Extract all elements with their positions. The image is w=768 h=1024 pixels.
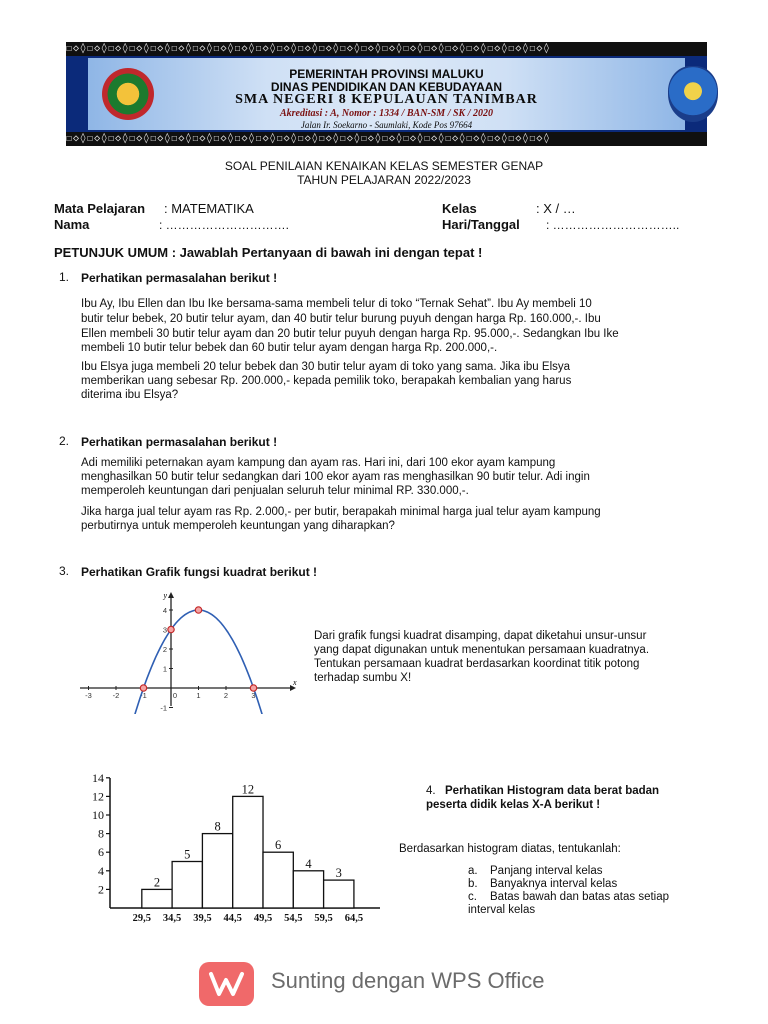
- x-boundary-label: 29,5: [132, 913, 152, 924]
- q1-text-line: Ellen membeli 30 butir telur ayam dan 20 butir telur puyuh dengan harga Rp. 95.000,-. Sedangkan Ibu Ike: [81, 328, 619, 340]
- y-tick-label: 8: [98, 826, 104, 841]
- q3-number: 3.: [59, 564, 70, 578]
- q1-text-line: Ibu Elsya juga membeli 20 telur bebek dan 30 butir telur ayam di toko yang sama. Jika ibu Elsya: [81, 361, 571, 373]
- q1-title: Perhatikan permasalahan berikut !: [81, 271, 278, 285]
- q2-text-line: Adi memiliki peternakan ayam kampung dan ayam ras. Hari ini, dari 100 ekor ayam kampung: [81, 457, 556, 469]
- q4-number: 4.: [426, 785, 436, 797]
- histogram-bar: [233, 796, 263, 908]
- class-label: Kelas: [442, 201, 477, 216]
- y-axis-arrow-icon: [168, 592, 174, 598]
- ornament-band-top: ☐◇◊☐◇◊☐◇◊☐◇◊☐◇◊☐◇◊☐◇◊☐◇◊☐◇◊☐◇◊☐◇◊☐◇◊☐◇◊☐◇◊☐◇◊☐◇◊☐◇◊☐◇◊☐◇◊☐◇◊☐◇◊☐◇◊☐◇◊: [66, 42, 707, 56]
- bar-value-label: 12: [241, 782, 255, 797]
- x-tick-label: 3: [251, 691, 256, 700]
- x-boundary-label: 44,5: [223, 913, 242, 924]
- quadratic-function-graph: [76, 584, 302, 714]
- name-label: Nama: [54, 217, 90, 232]
- marked-point: [250, 685, 256, 691]
- header-accreditation: Akreditasi : A, Nomor : 1334 / BAN-SM / SK / 2020: [280, 108, 493, 119]
- general-instructions: PETUNJUK UMUM : Jawablah Pertanyaan di bawah ini dengan tepat !: [54, 245, 483, 260]
- q1-text-line: memberikan uang sebesar Rp. 200.000,- kepada pemilik toko, berapakah kembalian yang harus: [81, 375, 572, 387]
- q1-text-line: membeli 10 butir telur bebek dan 60 butir telur ayam dengan harga Rp. 200.000,-.: [81, 342, 498, 354]
- q4-title-line-2: peserta didik kelas X-A berikut !: [426, 799, 601, 811]
- q4-option-b-label: b.: [468, 878, 478, 890]
- y-tick-label: 6: [98, 845, 104, 860]
- q4-option-c-label: c.: [468, 891, 477, 903]
- y-tick-label: 10: [92, 808, 104, 822]
- bar-value-label: 8: [214, 819, 221, 834]
- histogram-bar: [172, 862, 202, 909]
- q4-prompt: Berdasarkan histogram diatas, tentukanlah:: [399, 843, 621, 855]
- bar-value-label: 5: [184, 847, 191, 862]
- q4-option-a: Panjang interval kelas: [490, 865, 603, 877]
- q4-option-a-label: a.: [468, 865, 478, 877]
- q3-text-line: terhadap sumbu X!: [314, 672, 412, 684]
- q4-option-b: Banyaknya interval kelas: [490, 878, 618, 890]
- histogram-bar: [202, 834, 232, 908]
- x-boundary-label: 54,5: [284, 913, 303, 924]
- q4-option-c: Batas bawah dan batas atas setiap: [490, 891, 670, 903]
- x-tick-label: -2: [112, 691, 120, 700]
- name-field: : ………………………….: [159, 218, 290, 232]
- wps-watermark-text: Sunting dengan WPS Office: [271, 968, 545, 993]
- q2-text-line: Jika harga jual telur ayam ras Rp. 2.000,- per butir, berapakah minimal harga jual telur ayam kampung: [81, 506, 601, 518]
- marked-point: [195, 607, 201, 613]
- y-tick-label: -1: [160, 703, 167, 713]
- class-value: : X / …: [536, 201, 576, 216]
- exam-title: SOAL PENILAIAN KENAIKAN KELAS SEMESTER GENAP: [224, 159, 544, 173]
- x-boundary-label: 59,5: [314, 913, 333, 924]
- header-school-name: SMA NEGERI 8 KEPULAUAN TANIMBAR: [235, 92, 538, 107]
- x-axis-label: x: [293, 678, 297, 687]
- q3-text-line: Tentukan persamaan kuadrat berdasarkan koordinat titik potong: [314, 658, 640, 670]
- y-axis-label: y: [163, 591, 167, 600]
- histogram-bar: [293, 871, 323, 908]
- bar-value-label: 3: [335, 866, 342, 881]
- q2-text-line: memperoleh keuntungan dari penjualan seluruh telur minimal RP. 330.000,-.: [81, 485, 469, 497]
- q2-text-line: menghasilkan 50 butir telur sedangkan dari 100 ekor ayam ras menghasilkan 90 butir telur. Adi ingin: [81, 471, 590, 483]
- y-tick-label: 2: [98, 882, 104, 897]
- header-address: Jalan Ir. Soekarno - Saumlaki, Kode Pos 97664: [300, 120, 473, 130]
- y-tick-label: 2: [162, 645, 167, 654]
- exam-year: TAHUN PELAJARAN 2022/2023: [297, 173, 471, 187]
- day-label: Hari/Tanggal: [442, 217, 520, 232]
- subject-label: Mata Pelajaran: [54, 201, 146, 216]
- q4-title: Perhatikan Histogram data berat badan: [445, 785, 660, 797]
- day-field: : …………………………..: [546, 218, 680, 232]
- histogram-bar: [263, 852, 293, 908]
- q2-number: 2.: [59, 434, 70, 448]
- x-boundary-label: 49,5: [253, 913, 273, 924]
- q4-option-c-line-2: interval kelas: [468, 904, 536, 916]
- q1-number: 1.: [59, 270, 70, 284]
- x-tick-label: -1: [140, 691, 147, 700]
- school-letterhead: [66, 42, 707, 146]
- q1-text-line: Ibu Ay, Ibu Ellen dan Ibu Ike bersama-sama membeli telur di toko “Ternak Sehat”. Ibu Ay membeli 10: [81, 298, 592, 310]
- x-boundary-label: 64,5: [344, 913, 364, 924]
- histogram-bar: [142, 889, 172, 908]
- q3-text-line: yang dapat digunakan untuk menentukan persamaan kuadratnya.: [314, 644, 650, 656]
- x-tick-label: 2: [223, 691, 229, 700]
- histogram-bar: [324, 880, 354, 908]
- subject-value: : MATEMATIKA: [164, 201, 254, 216]
- y-tick-label: 1: [162, 664, 167, 674]
- q1-text-line: diterima ibu Elsya?: [81, 389, 179, 401]
- marked-point: [140, 685, 146, 691]
- y-tick-label: 4: [162, 606, 167, 615]
- x-boundary-label: 34,5: [162, 913, 182, 924]
- y-tick-label: 12: [92, 789, 104, 804]
- y-tick-label: 4: [98, 863, 104, 878]
- x-tick-label: 1: [196, 691, 201, 700]
- wps-logo-icon: [199, 962, 254, 1006]
- bar-value-label: 2: [153, 875, 161, 890]
- q3-title: Perhatikan Grafik fungsi kuadrat berikut !: [81, 565, 318, 579]
- bar-value-label: 4: [305, 856, 312, 871]
- y-tick-label: 3: [162, 625, 167, 635]
- q1-text-line: butir telur bebek, 20 butir telur ayam, dan 40 butir telur burung puyuh dengan harga Rp. 160.000,-. Ibu: [81, 313, 601, 325]
- ornament-band-bottom: ☐◇◊☐◇◊☐◇◊☐◇◊☐◇◊☐◇◊☐◇◊☐◇◊☐◇◊☐◇◊☐◇◊☐◇◊☐◇◊☐◇◊☐◇◊☐◇◊☐◇◊☐◇◊☐◇◊☐◇◊☐◇◊☐◇◊☐◇◊: [66, 132, 707, 146]
- bar-value-label: 6: [275, 838, 282, 853]
- q3-text-line: Dari grafik fungsi kuadrat disamping, dapat diketahui unsur-unsur: [314, 630, 647, 642]
- q2-title: Perhatikan permasalahan berikut !: [81, 435, 278, 449]
- x-boundary-label: 39,5: [193, 913, 212, 924]
- q2-text-line: perbutirnya untuk memperoleh keuntungan yang diharapkan?: [81, 520, 395, 532]
- x-tick-label: 0: [172, 691, 178, 700]
- weight-histogram: [80, 770, 380, 930]
- y-tick-label: 14: [92, 770, 104, 785]
- marked-point: [168, 626, 174, 632]
- x-tick-label: -3: [85, 691, 92, 700]
- header-line-1: PEMERINTAH PROVINSI MALUKU: [289, 67, 484, 81]
- header-line-2: DINAS PENDIDIKAN DAN KEBUDAYAAN: [270, 80, 503, 94]
